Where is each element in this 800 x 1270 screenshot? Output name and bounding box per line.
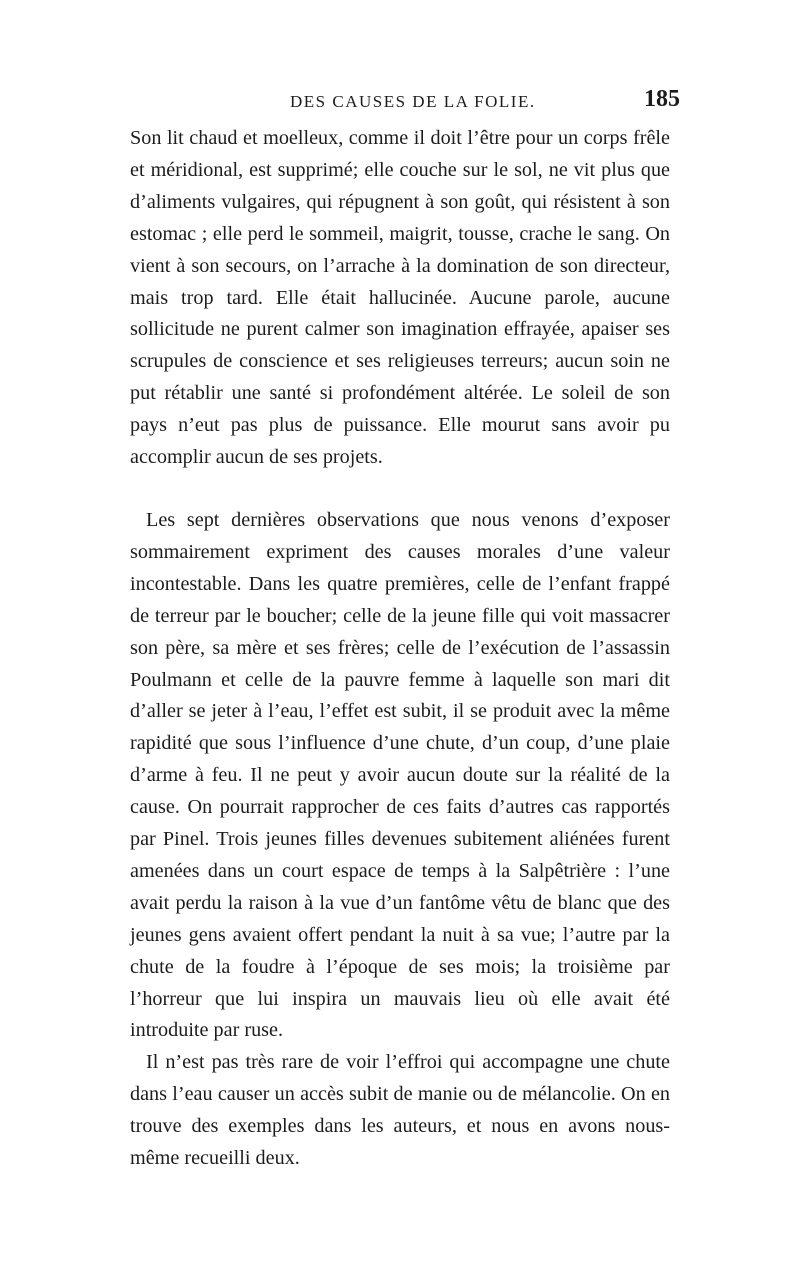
- paragraph-3: Il n’est pas très rare de voir l’effroi qui accompagne une chute dans l’eau causer un accès subit de manie ou de mélancolie. On en trouve des exemples dans les auteurs, et nous en avons nous-même recueilli deux.: [130, 1051, 670, 1170]
- page-number: 185: [644, 86, 680, 112]
- paragraph-1: Son lit chaud et moelleux, comme il doit l’être pour un corps frêle et méridional, est supprimé; elle couche sur le sol, ne vit plus que d’aliments vulgaires, qui répugnent à son goût, qui résistent à son estomac ; elle perd le sommeil, maigrit, tousse, crache le sang. On vient à son secours, on l’arrache à la domination de son directeur, mais trop tard. Elle était hallucinée. Aucune parole, aucune sollicitude ne purent calmer son imagination effrayée, apaiser ses scrupules de conscience et ses religieuses terreurs; aucun soin ne put rétablir une santé si profondément altérée. Le soleil de son pays n’eut pas plus de puissance. Elle mourut sans avoir pu accomplir aucun de ses projets.: [130, 127, 670, 469]
- paragraph-2: Les sept dernières observations que nous venons d’exposer sommairement expriment des causes morales d’une valeur incontestable. Dans les quatre premières, celle de l’enfant frappé de terreur par le boucher; celle de la jeune fille qui voit massacrer son père, sa mère et ses frères; celle de l’exécution de l’assassin Poulmann et celle de la pauvre femme à laquelle son mari dit d’aller se jeter à l’eau, l’effet est subit, il se produit avec la même rapidité que sous l’influence d’une chute, d’un coup, d’une plaie d’arme à feu. Il ne peut y avoir aucun doute sur la réalité de la cause. On pourrait rapprocher de ces faits d’autres cas rapportés par Pinel. Trois jeunes filles devenues subitement aliénées furent amenées dans un court espace de temps à la Salpêtrière : l’une avait perdu la raison à la vue d’un fantôme vêtu de blanc que des jeunes gens avaient offert pendant la nuit à sa vue; l’autre par la chute de la foudre à l’époque de ses mois; la troisième par l’horreur que lui inspira un mauvais lieu où elle avait été introduite par ruse.: [130, 508, 670, 1042]
- running-title: DES CAUSES DE LA FOLIE.: [290, 92, 536, 111]
- body-text: [130, 123, 670, 1175]
